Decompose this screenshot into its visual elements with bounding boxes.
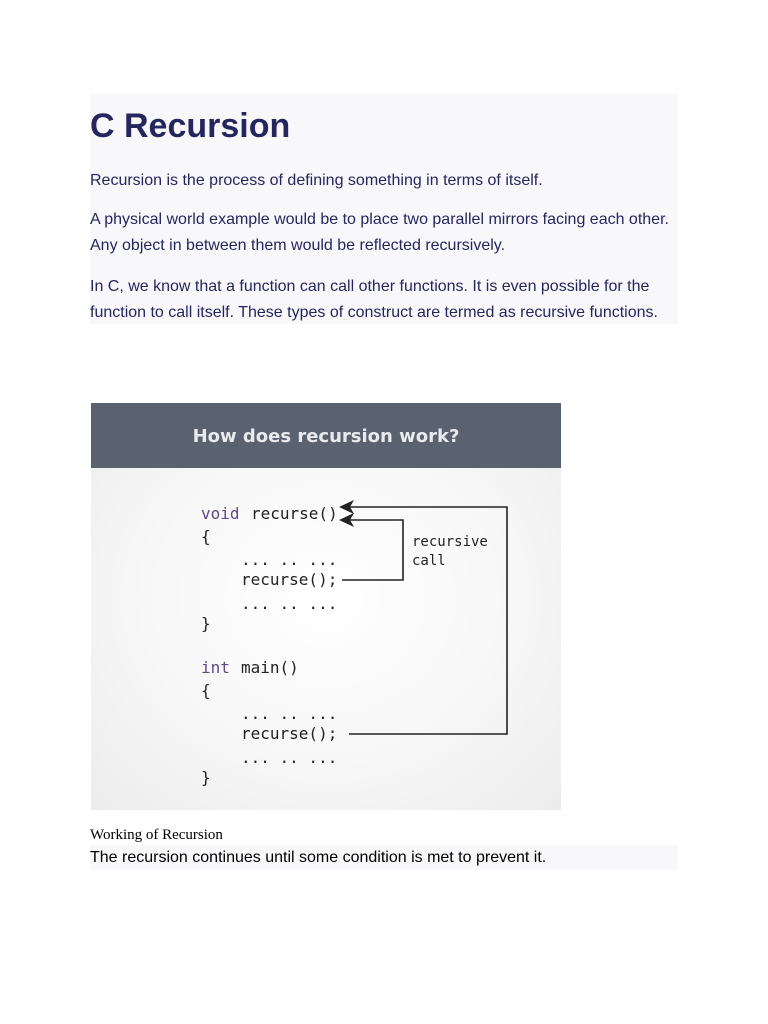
code-keyword-int: int — [201, 658, 230, 677]
intro-paragraph-mirrors-example: A physical world example would be to place two parallel mirrors facing each other. Any object in between them would be reflected recursively. — [90, 211, 669, 254]
intro-paragraph-definition: Recursion is the process of defining something in terms of itself. — [90, 172, 543, 189]
code-close-brace-main: } — [201, 768, 211, 787]
code-recurse-signature: recurse() — [251, 504, 338, 523]
annotation-recursive: recursive — [412, 534, 488, 550]
page-title: C Recursion — [90, 107, 291, 145]
closing-paragraph: The recursion continues until some condition is met to prevent it. — [90, 849, 547, 866]
code-recursive-call-statement: recurse(); — [241, 570, 338, 589]
code-open-brace-main: { — [201, 681, 211, 700]
annotation-call: call — [412, 553, 446, 569]
code-main-call-statement: recurse(); — [241, 724, 338, 743]
code-close-brace-recurse: } — [201, 614, 211, 633]
code-keyword-void: void — [201, 504, 240, 523]
code-ellipsis-line: ... .. ... — [241, 550, 338, 569]
figure-caption: Working of Recursion — [90, 827, 223, 843]
recursion-code-diagram — [91, 403, 561, 810]
code-ellipsis-line: ... .. ... — [241, 594, 338, 613]
code-ellipsis-line: ... .. ... — [241, 704, 338, 723]
code-open-brace-recurse: { — [201, 527, 211, 546]
intro-paragraph-recursive-functions: In C, we know that a function can call other functions. It is even possible for the function to call itself. These types of construct are termed as recursive functions. — [90, 278, 658, 321]
recursive-call-arrow-line — [342, 520, 403, 580]
intro-section — [90, 94, 678, 324]
code-main-signature: main() — [241, 658, 299, 677]
figure-title: How does recursion work? — [192, 426, 460, 447]
code-ellipsis-line: ... .. ... — [241, 748, 338, 767]
closing-section — [90, 845, 678, 870]
recursion-diagram-figure — [91, 403, 561, 810]
